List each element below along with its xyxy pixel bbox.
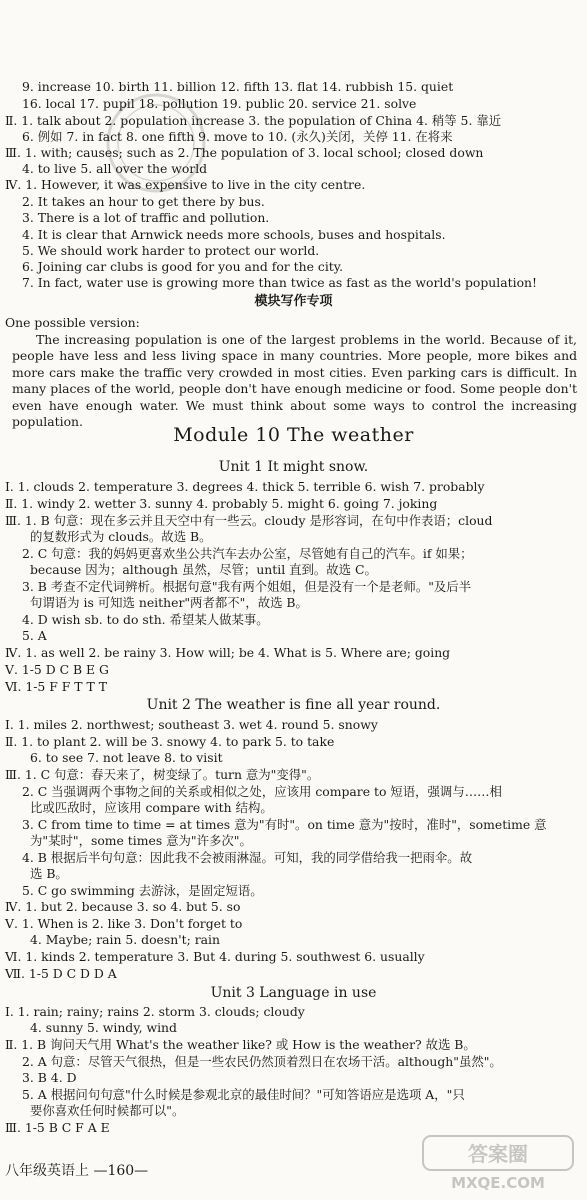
answer-line: Ⅵ. 1-5 F F T T T [5, 679, 107, 694]
answer-line: 句谓语为 is 可知选 neither"两者都不"，故选 B。 [30, 595, 308, 610]
answer-line: 要你喜欢任何时候都可以"。 [30, 1103, 185, 1118]
answer-line: Ⅲ. 1. C 句意：春天来了，树变绿了。turn 意为"变得"。 [5, 767, 320, 782]
answer-line: 6. to see 7. not leave 8. to visit [30, 750, 223, 765]
answer-line: 5. A 根据问句句意"什么时候是参观北京的最佳时间？"可知答语应是选项 A，"只 [22, 1087, 465, 1102]
answer-line: 2. A 句意：尽管天气很热，但是一些农民仍然顶着烈日在农场干活。although"虽然"。 [22, 1054, 502, 1069]
answer-line: Ⅱ. 1. talk about 2. population increase 3. the population of China 4. 稍等 5. 靠近 [5, 113, 502, 128]
unit3-title: Unit 3 Language in use [210, 985, 377, 1001]
answer-line: 4. D wish sb. to do sth. 希望某人做某事。 [22, 612, 269, 627]
answer-line: 2. C 句意：我的妈妈更喜欢坐公共汽车去办公室，尽管她有自己的汽车。if 如果； [22, 546, 473, 561]
answer-line: 4. B 根据后半句句意：因此我不会被雨淋湿。可知，我的同学借给我一把雨伞。故 [22, 850, 473, 865]
answer-line: Ⅲ. 1. B 句意：现在多云并且天空中有一些云。cloudy 是形容词，在句中作表语；cloud [5, 513, 493, 528]
module-title: Module 10 The weather [173, 424, 414, 446]
answer-line: Ⅳ. 1. but 2. because 3. so 4. but 5. so [5, 899, 241, 914]
watermark-logo-icon [419, 1132, 579, 1194]
answer-line: 4. It is clear that Arnwick needs more schools, buses and hospitals. [22, 227, 446, 242]
answer-line: 4. sunny 5. windy, wind [30, 1020, 177, 1035]
answer-line: Ⅴ. 1. When is 2. like 3. Don't forget to [5, 916, 243, 931]
answer-line: 5. C go swimming 去游泳，是固定短语。 [22, 883, 263, 898]
unit2-title: Unit 2 The weather is fine all year round. [146, 697, 441, 713]
answer-line: 为"某时"，some times 意为"许多次"。 [30, 833, 252, 848]
answer-line: Ⅵ. 1. kinds 2. temperature 3. But 4. during 5. southwest 6. usually [5, 949, 425, 964]
version-label: One possible version: [5, 315, 140, 330]
answer-line: 9. increase 10. birth 11. billion 12. fifth 13. flat 14. rubbish 15. quiet [22, 79, 454, 94]
answer-line: 6. 例如 7. in fact 8. one fifth 9. move to 10. (永久)关闭，关停 11. 在将来 [22, 129, 453, 144]
sample-essay: The increasing population is one of the largest problems in the world. Because of it, people have less and less living space in many countries. More people, more bikes and more cars make the traffic very crowded in most cities. Even parking cars is difficult. In many places of the world, people don't have enough medicine or food. Some people don't even have enough water. We must think about some ways to control the increasing population. [12, 332, 577, 430]
answer-line: 3. C from time to time = at times 意为"有时"。on time 意为"按时，准时"，sometime 意 [22, 817, 547, 832]
answer-line: Ⅳ. 1. However, it was expensive to live in the city centre. [5, 177, 366, 192]
page-footer: 八年级英语上 —160— [5, 1163, 149, 1179]
answer-line: Ⅴ. 1-5 D C B E G [5, 662, 109, 677]
answer-line: Ⅰ. 1. miles 2. northwest; southeast 3. wet 4. round 5. snowy [5, 717, 378, 732]
svg-text:答案圈: 答案圈 [468, 1142, 528, 1166]
answer-line: 16. local 17. pupil 18. pollution 19. public 20. service 21. solve [22, 96, 417, 111]
answer-line: Ⅲ. 1-5 B C F A E [5, 1120, 110, 1135]
answer-line: 5. We should work harder to protect our world. [22, 243, 320, 258]
answer-line: 的复数形式为 clouds。故选 B。 [30, 529, 212, 544]
answer-line: 4. Maybe; rain 5. doesn't; rain [30, 932, 220, 947]
answer-line: Ⅰ. 1. rain; rainy; rains 2. storm 3. clouds; cloudy [5, 1004, 305, 1019]
answer-line: 2. C 当强调两个事物之间的关系或相似之处，应该用 compare to 短语，强调与……相 [22, 784, 502, 799]
answer-line: Ⅱ. 1. to plant 2. will be 3. snowy 4. to park 5. to take [5, 734, 335, 749]
answer-line: 选 B。 [30, 866, 68, 881]
unit1-title: Unit 1 It might snow. [218, 459, 369, 475]
answer-line: 2. It takes an hour to get there by bus. [22, 194, 265, 209]
answer-line: 4. to live 5. all over the world [22, 161, 208, 176]
answer-line: Ⅲ. 1. with; causes; such as 2. The population of 3. local school; closed down [5, 145, 484, 160]
answer-line: Ⅱ. 1. windy 2. wetter 3. sunny 4. probably 5. might 6. going 7. joking [5, 496, 438, 511]
answer-line: 比或匹敌时，应该用 compare with 结构。 [30, 800, 273, 815]
svg-text:MXQE.COM: MXQE.COM [451, 1174, 545, 1192]
answer-line: because 因为；although 虽然，尽管；until 直到。故选 C。 [30, 562, 377, 577]
answer-line: 3. B 4. D [22, 1070, 77, 1085]
answer-line: Ⅰ. 1. clouds 2. temperature 3. degrees 4. thick 5. terrible 6. wish 7. probably [5, 479, 485, 494]
answer-line: 3. B 考查不定代词辨析。根据句意"我有两个姐姐，但是没有一个是老师。"及后半 [22, 579, 472, 594]
answer-line: 7. In fact, water use is growing more than twice as fast as the world's population! [22, 275, 537, 290]
answer-line: 5. A [22, 628, 47, 643]
answer-line: Ⅱ. 1. B 询问天气用 What's the weather like? 或 How is the weather? 故选 B。 [5, 1037, 476, 1052]
answer-line: 6. Joining car clubs is good for you and for the city. [22, 259, 344, 274]
writing-section-title: 模块写作专项 [254, 294, 333, 309]
answer-line: Ⅳ. 1. as well 2. be rainy 3. How will; be 4. What is 5. Where are; going [5, 645, 451, 660]
answer-line: 3. There is a lot of traffic and pollution. [22, 210, 270, 225]
answer-line: Ⅶ. 1-5 D C D D A [5, 966, 117, 981]
